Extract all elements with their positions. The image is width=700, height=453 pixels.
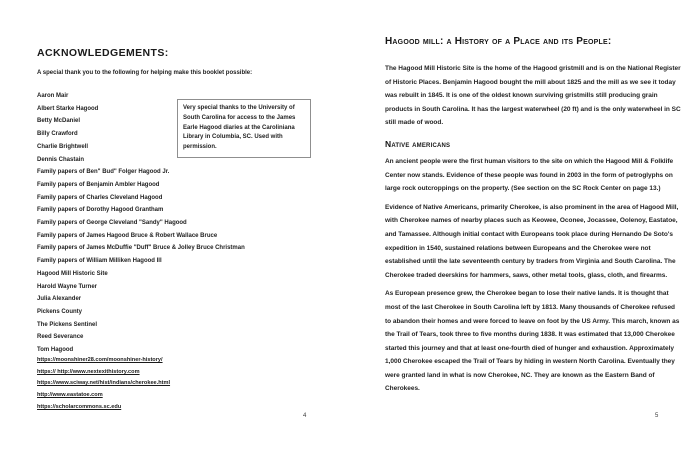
list-item: Family papers of James Hagood Bruce & Robert Wallace Bruce <box>37 232 218 239</box>
list-item: Albert Starke Hagood <box>37 105 99 112</box>
page-number-left: 4 <box>303 413 307 419</box>
acknowledgements-heading: ACKNOWLEDGEMENTS: <box>37 47 169 59</box>
acknowledgements-subtitle: A special thank you to the following for helping make this booklet possible: <box>37 70 253 76</box>
list-item: Betty McDaniel <box>37 118 81 125</box>
source-links <box>37 355 170 414</box>
right-page-column <box>385 36 681 396</box>
list-item: Family papers of William Milliken Hagood III <box>37 258 162 265</box>
link-url[interactable]: https:// http://www.nextexithistory.com <box>37 368 140 375</box>
list-item: Family papers of Charles Cleveland Hagood <box>37 194 163 201</box>
link-url[interactable]: http://www.eastatoe.com <box>37 392 103 399</box>
chapter-title: Hagood mill: a History of a Place and its People: <box>385 36 612 47</box>
link-url[interactable]: https://www.sciway.net/hist/indians/cherokee.html <box>37 380 171 387</box>
list-item: Family papers of Benjamin Ambler Hagood <box>37 181 160 188</box>
list-item: Aaron Mair <box>37 93 69 99</box>
list-item: Tom Hagood <box>37 347 74 354</box>
list-item: Family papers of James McDuffie "Duff" Bruce & Jolley Bruce Christman <box>37 245 245 252</box>
list-item: Reed Severance <box>37 334 84 341</box>
list-item: Family papers of Dorothy Hagood Grantham <box>37 207 164 214</box>
paragraph: As European presence grew, the Cherokee began to lose their native lands. It is thought that most of the last Cherokee in South Carolina left by 1813. Many thousands of Cherokee refused to abandon their homes and were forced to leave on foot by the US Army. This march, known as the Trail of Tears, took three to five months during 1838. It was estimated that 13,000 Cherokee started this journey and that at least one-fourth died of hunger and exhaustion. Approximately 1,000 Cherokee escaped the Trail of Tears by hiding in western North Carolina. Eventually they were granted land in what is now Cherokee, NC. They are known as the Eastern Band of Cherokees. <box>385 290 680 393</box>
list-item: The Pickens Sentinel <box>37 321 98 328</box>
list-item: Family papers of Ben" Bud" Folger Hagood Jr. <box>37 169 170 176</box>
list-item: Dennis Chastain <box>37 156 85 163</box>
list-item: Charlie Brightwell <box>37 143 89 150</box>
list-item: Hagood Mill Historic Site <box>37 270 108 277</box>
credit-note-text: Very special thanks to the University of South Carolina for access to the James Earle Hagood diaries at the Caroliniana Library in Columbia, SC. Used with permission. <box>183 105 296 151</box>
page-number-right: 5 <box>655 413 659 419</box>
list-item: Pickens County <box>37 308 83 315</box>
list-item: Julia Alexander <box>37 296 82 303</box>
intro-paragraph: The Hagood Mill Historic Site is the home of the Hagood gristmill and is on the National Register of Historic Places. Benjamin Hagood bought the mill about 1825 and the mill as we see it today was rebuilt in 1845. It is one of the oldest known surviving gristmills still producing grain products in South Carolina. It has the largest waterwheel (20 ft) and is the only waterwheel in SC still made of wood. <box>385 65 681 127</box>
list-item: Harold Wayne Turner <box>37 283 98 290</box>
paragraph: Evidence of Native Americans, primarily Cherokee, is also prominent in the area of Hagood Mill, with Cherokee names of nearby places such as Keowee, Oconee, Jocassee, Oolenoy, Eastatoe, and Tamassee. Although initial contact with Europeans took place during Hernando De Soto's expedition in 1540, sustained relations between Europeans and the Cherokee were not established until the late seventeenth century by traders from Virginia and South Carolina. The Cherokee traded deerskins for hammers, saws, other metal tools, glass, cloth, and firearms. <box>385 203 679 279</box>
section-heading-native-americans: Native americans <box>385 138 451 149</box>
list-item: Family papers of George Cleveland "Sandy" Hagood <box>37 220 187 227</box>
link-url[interactable]: https://scholarcommons.sc.edu <box>37 403 122 410</box>
credit-note-box <box>177 99 311 158</box>
link-url[interactable]: https://moonshiner28.com/moonshiner-history/ <box>37 357 163 363</box>
paragraph: An ancient people were the first human visitors to the site on which the Hagood Mill & Folklife Center now stands. Evidence of these people was found in 2003 in the form of petroglyphs on large rock outcroppings on the property. (See section on the SC Rock Center on page 13.) <box>385 157 674 193</box>
list-item: Billy Crawford <box>37 131 78 138</box>
